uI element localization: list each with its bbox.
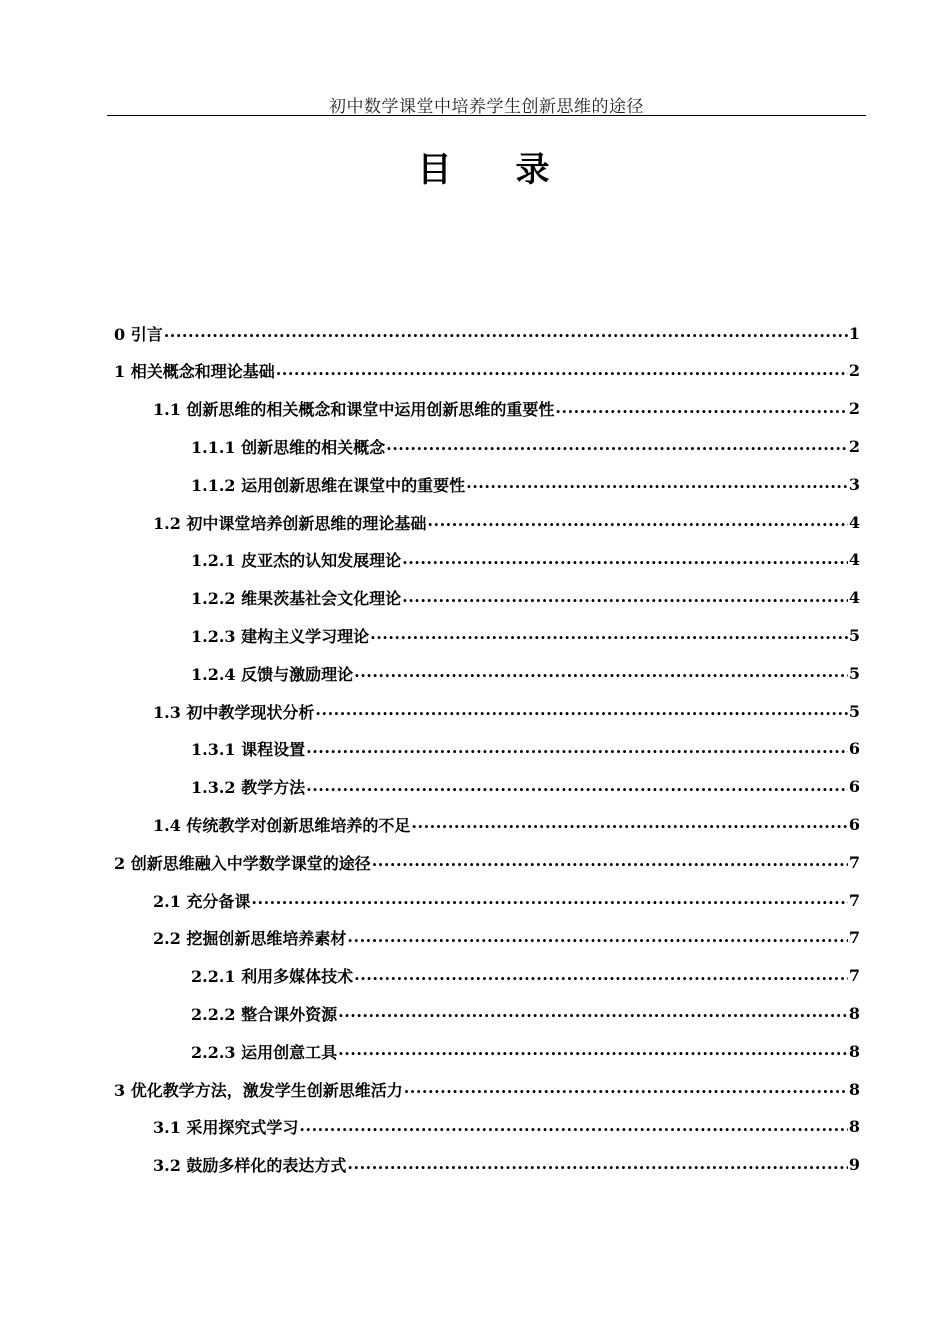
header-rule xyxy=(107,115,866,116)
toc-title-char: 目 xyxy=(417,150,460,190)
toc-entry-label: 1.1 创新思维的相关概念和课堂中运用创新思维的重要性 xyxy=(153,400,555,420)
toc-entry[interactable] xyxy=(191,772,860,802)
toc-entry-label: 2 创新思维融入中学数学课堂的途径 xyxy=(114,853,371,873)
toc-entry-label: 2.2.3 运用创意工具 xyxy=(191,1042,338,1062)
toc-title-char: 录 xyxy=(515,150,558,190)
toc-entry-page-number: 6 xyxy=(848,814,860,834)
toc-entry-label: 1.1.2 运用创新思维在课堂中的重要性 xyxy=(191,475,466,495)
toc-entry[interactable] xyxy=(153,696,860,726)
toc-entry[interactable] xyxy=(153,1150,860,1180)
toc-entry[interactable] xyxy=(153,1112,860,1142)
toc-dot-leader xyxy=(466,473,848,499)
toc-entry-page-number: 2 xyxy=(848,399,860,419)
toc-entry-page-number: 6 xyxy=(848,777,860,797)
toc-entry-page-number: 7 xyxy=(848,966,860,986)
toc-entry[interactable] xyxy=(191,469,860,499)
toc-entry-page-number: 5 xyxy=(848,663,860,683)
toc-entry-page-number: 3 xyxy=(848,474,860,494)
toc-dot-leader xyxy=(411,813,847,839)
toc-dot-leader xyxy=(347,1154,847,1180)
toc-dot-leader xyxy=(306,738,848,764)
running-header: 初中数学课堂中培养学生创新思维的途径 xyxy=(329,97,644,117)
toc-dot-leader xyxy=(404,1078,848,1104)
toc-dot-leader xyxy=(372,851,848,877)
toc-entry-label: 1.2 初中课堂培养创新思维的理论基础 xyxy=(153,513,427,533)
toc-dot-leader xyxy=(299,1116,847,1142)
toc-dot-leader xyxy=(354,662,848,688)
toc-entry-page-number: 8 xyxy=(848,1117,860,1137)
toc-dot-leader xyxy=(338,1002,848,1028)
toc-entry-page-number: 5 xyxy=(848,625,860,645)
toc-entry[interactable] xyxy=(191,545,860,575)
toc-dot-leader xyxy=(276,360,848,386)
toc-entry-page-number: 8 xyxy=(848,1041,860,1061)
toc-entry[interactable] xyxy=(191,620,860,650)
toc-entry-page-number: 4 xyxy=(848,512,860,532)
toc-entry-label: 1.2.3 建构主义学习理论 xyxy=(191,626,370,646)
toc-entry[interactable] xyxy=(191,583,860,613)
toc-entry-label: 1.3.2 教学方法 xyxy=(191,778,306,798)
toc-entry-label: 1.4 传统教学对创新思维培养的不足 xyxy=(153,815,411,835)
toc-entry[interactable] xyxy=(153,885,860,915)
toc-entry-label: 1 相关概念和理论基础 xyxy=(114,362,275,382)
toc-entry[interactable] xyxy=(191,431,860,461)
toc-dot-leader xyxy=(370,624,848,650)
toc-entry-label: 2.2.2 整合课外资源 xyxy=(191,1004,338,1024)
toc-dot-leader xyxy=(354,965,848,991)
toc-dot-leader xyxy=(347,927,847,953)
toc-dot-leader xyxy=(306,776,848,802)
toc-entry[interactable] xyxy=(191,998,860,1028)
toc-entry-label: 1.3.1 课程设置 xyxy=(191,740,306,760)
toc-entry-label: 0 引言 xyxy=(114,324,163,344)
toc-entry-label: 1.3 初中教学现状分析 xyxy=(153,702,315,722)
toc-dot-leader xyxy=(315,700,847,726)
toc-entry-label: 1.1.1 创新思维的相关概念 xyxy=(191,437,386,457)
toc-entry[interactable] xyxy=(191,961,860,991)
toc-entry[interactable] xyxy=(153,809,860,839)
toc-entry-page-number: 1 xyxy=(848,323,860,343)
toc-entry-page-number: 9 xyxy=(848,1155,860,1175)
toc-dot-leader xyxy=(251,889,847,915)
toc-entry[interactable] xyxy=(191,658,860,688)
toc-entry-page-number: 8 xyxy=(848,1079,860,1099)
toc-entry-label: 1.2.1 皮亚杰的认知发展理论 xyxy=(191,551,402,571)
toc-title xyxy=(0,142,950,191)
toc-entry[interactable] xyxy=(114,847,860,877)
toc-entry[interactable] xyxy=(153,394,860,424)
toc-entry-label: 1.2.2 维果茨基社会文化理论 xyxy=(191,589,402,609)
toc-dot-leader xyxy=(386,435,848,461)
toc-entry-page-number: 2 xyxy=(848,436,860,456)
toc-entry-page-number: 2 xyxy=(848,361,860,381)
toc-entry-page-number: 8 xyxy=(848,1003,860,1023)
toc-dot-leader xyxy=(427,511,847,537)
toc-entry[interactable] xyxy=(114,318,860,348)
toc-entry-page-number: 7 xyxy=(848,890,860,910)
toc-entry-page-number: 6 xyxy=(848,739,860,759)
toc-entry-label: 1.2.4 反馈与激励理论 xyxy=(191,664,354,684)
toc-entry-label: 2.2.1 利用多媒体技术 xyxy=(191,967,354,987)
toc-entry-label: 2.2 挖掘创新思维培养素材 xyxy=(153,929,347,949)
toc-entry[interactable] xyxy=(114,1074,860,1104)
toc-entry[interactable] xyxy=(153,507,860,537)
toc-entry[interactable] xyxy=(191,734,860,764)
toc-dot-leader xyxy=(164,322,848,348)
toc-dot-leader xyxy=(338,1040,848,1066)
toc-entry-label: 3.1 采用探究式学习 xyxy=(153,1118,299,1138)
toc-entry-page-number: 7 xyxy=(848,928,860,948)
toc-dot-leader xyxy=(555,398,847,424)
toc-entry-label: 3.2 鼓励多样化的表达方式 xyxy=(153,1156,347,1176)
toc-dot-leader xyxy=(402,549,848,575)
toc-entry[interactable] xyxy=(114,356,860,386)
toc-entry-page-number: 4 xyxy=(848,550,860,570)
toc-entry-label: 3 优化教学方法，激发学生创新思维活力 xyxy=(114,1080,403,1100)
toc-entry[interactable] xyxy=(153,923,860,953)
toc-entry-page-number: 5 xyxy=(848,701,860,721)
toc-entry-page-number: 7 xyxy=(848,852,860,872)
toc-entry-page-number: 4 xyxy=(848,588,860,608)
toc-dot-leader xyxy=(402,587,848,613)
toc-entry-label: 2.1 充分备课 xyxy=(153,891,251,911)
toc-entry[interactable] xyxy=(191,1036,860,1066)
